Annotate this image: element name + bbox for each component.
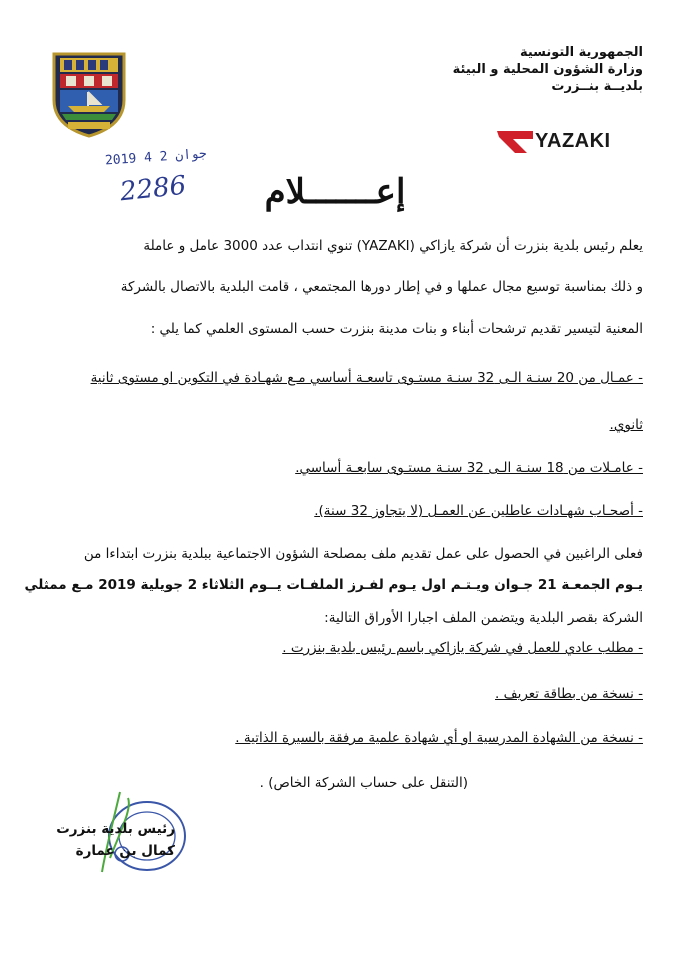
date-stamp: 2019 جوان 2 4 xyxy=(104,146,208,169)
paragraph-2-line-3: الشركة بقصر البلدية ويتضمن الملف اجبارا الأوراق التالية: xyxy=(324,610,643,626)
issuer-block xyxy=(383,44,643,95)
page-title: إعـــــــلام xyxy=(264,172,406,212)
paragraph-2-line-2: يـوم الجمعـة 21 جـوان ويـتـم اول يـوم لفـرز الملفـات يــوم الثلاثاء 2 جويلية 2019 مـع ممثلي xyxy=(24,577,643,593)
signatory-title: رئيس بلدية بنزرت xyxy=(56,821,175,837)
list-item-workers: - عمـال من 20 سنـة الـى 32 سنـة مستـوى تاسعـة أساسي مـع شهـادة في التكوين او مستوى ثانية xyxy=(90,370,643,386)
list-item-graduates: - أصحـاب شهـادات عاطلين عن العمـل (لا يتجاوز 32 سنة). xyxy=(314,503,643,519)
list-item-workers-cont: ثانوي. xyxy=(609,417,643,433)
issuer-municipality: بلديــة بنــزرت xyxy=(551,79,643,94)
paragraph-1-line-3: المعنية لتيسير تقديم ترشحات أبناء و بنات مدينة بنزرت حسب المستوى العلمي كما يلي : xyxy=(150,321,643,337)
required-doc-diploma: - نسخة من الشهادة المدرسية او أي شهادة علمية مرفقة بالسيرة الذاتية . xyxy=(235,730,643,746)
required-doc-id-card: - نسخة من بطاقة تعريف . xyxy=(495,686,643,702)
yazaki-logo xyxy=(497,126,637,158)
yazaki-logo-text: YAZAKI xyxy=(535,130,611,152)
yazaki-mark-icon xyxy=(497,129,533,155)
required-doc-application: - مطلب عادي للعمل في شركة يازاكي باسم رئيس بلدية بنزرت . xyxy=(282,640,643,656)
signatory-name: كمال بن عمارة xyxy=(75,843,175,859)
paragraph-1-line-1: يعلم رئيس بلدية بنزرت أن شركة يازاكي (YAZAKI) تنوي انتداب عدد 3000 عامل و عاملة xyxy=(143,238,643,254)
list-item-female-workers: - عامـلات من 18 سنـة الـى 32 سنـة مستـوى سابعـة أساسي. xyxy=(295,460,643,476)
paragraph-2-line-1: فعلى الراغبين في الحصول على عمل تقديم ملف بمصلحة الشؤون الاجتماعية ببلدية بنزرت ابتداءا من xyxy=(83,546,643,562)
municipal-crest-icon xyxy=(50,48,128,138)
issuer-ministry: وزارة الشؤون المحلية و البيئة xyxy=(452,62,643,77)
paragraph-1-line-2: و ذلك بمناسبة توسيع مجال عملها و في إطار دورها المجتمعي ، قامت البلدية بالاتصال بالشركة xyxy=(120,279,643,295)
signature-block xyxy=(56,818,175,862)
issuer-republic: الجمهورية التونسية xyxy=(519,45,643,60)
transport-note: (التنقل على حساب الشركة الخاص) . xyxy=(259,775,468,791)
reference-number: 2286 xyxy=(118,170,188,208)
